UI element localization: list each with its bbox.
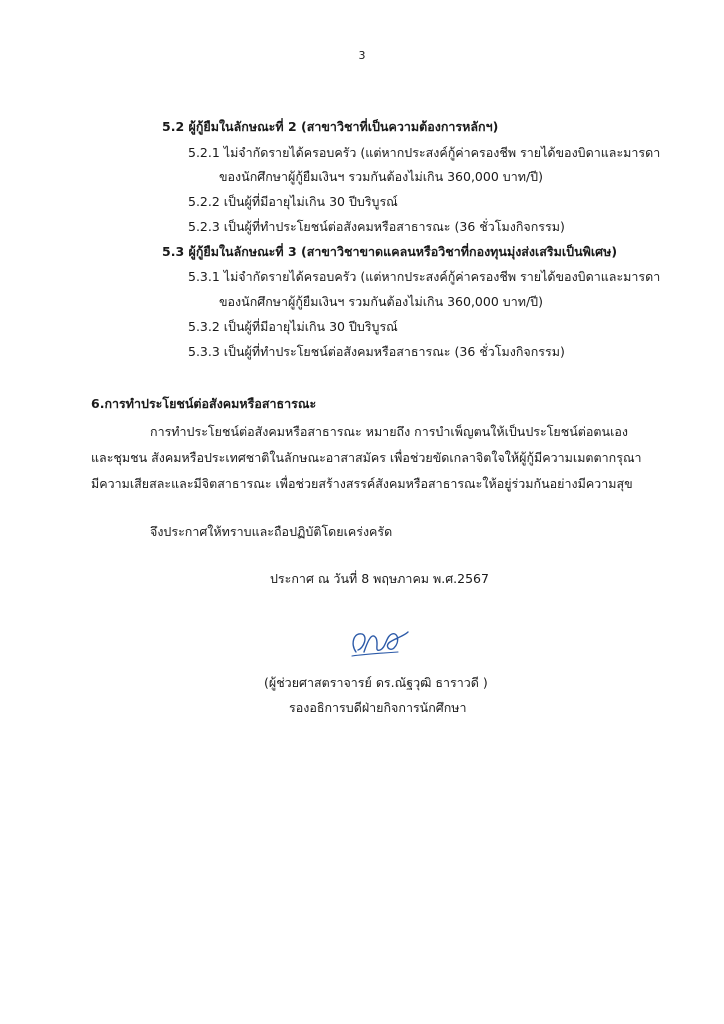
signatory-name: (ผู้ช่วยศาสตราจารย์ ดร.ณัฐวุฒิ ธาราวดี ) (264, 675, 488, 690)
item-5-3-2: 5.3.2 เป็นผู้ที่มีอายุไม่เกิน 30 ปีบริบูรณ์ (188, 319, 398, 334)
section-5-2-heading: 5.2 ผู้กู้ยืมในลักษณะที่ 2 (สาขาวิชาที่เป็นความต้องการหลักฯ) (162, 119, 499, 134)
announcement-date: ประกาศ ณ วันที่ 8 พฤษภาคม พ.ศ.2567 (270, 571, 489, 586)
page-number: 3 (358, 49, 366, 62)
item-5-3-1-line-1: 5.3.1 ไม่จำกัดรายได้ครอบครัว (แต่หากประสงค์กู้ค่าครองชีพ รายได้ของบิดาและมารดา (188, 269, 661, 284)
signatory-title: รองอธิการบดีฝ่ายกิจการนักศึกษา (289, 700, 467, 715)
section-6-para-line-1: การทำประโยชน์ต่อสังคมหรือสาธารณะ หมายถึง การบำเพ็ญตนให้เป็นประโยชน์ต่อตนเอง (150, 424, 628, 439)
announcement-text: จึงประกาศให้ทราบและถือปฏิบัติโดยเคร่งครัด (150, 524, 393, 539)
section-5-3-heading: 5.3 ผู้กู้ยืมในลักษณะที่ 3 (สาขาวิชาขาดแคลนหรือวิชาที่กองทุนมุ่งส่งเสริมเป็นพิเศษ) (162, 244, 618, 259)
section-6-heading: 6.การทำประโยชน์ต่อสังคมหรือสาธารณะ (91, 396, 317, 411)
item-5-2-2: 5.2.2 เป็นผู้ที่มีอายุไม่เกิน 30 ปีบริบูรณ์ (188, 194, 398, 209)
item-5-2-1-line-1: 5.2.1 ไม่จำกัดรายได้ครอบครัว (แต่หากประสงค์กู้ค่าครองชีพ รายได้ของบิดาและมารดา (188, 145, 661, 160)
item-5-3-3: 5.3.3 เป็นผู้ที่ทำประโยชน์ต่อสังคมหรือสาธารณะ (36 ชั่วโมงกิจกรรม) (188, 344, 565, 359)
item-5-3-1-line-2: ของนักศึกษาผู้กู้ยืมเงินฯ รวมกันต้องไม่เกิน 360,000 บาท/ปี) (219, 294, 543, 309)
section-6-para-line-2: และชุมชน สังคมหรือประเทศชาติในลักษณะอาสาสมัคร เพื่อช่วยขัดเกลาจิตใจให้ผู้กู้มีความเมตตากรุณา (91, 450, 642, 465)
item-5-2-3: 5.2.3 เป็นผู้ที่ทำประโยชน์ต่อสังคมหรือสาธารณะ (36 ชั่วโมงกิจกรรม) (188, 219, 565, 234)
section-6-para-line-3: มีความเสียสละและมีจิตสาธารณะ เพื่อช่วยสร้างสรรค์สังคมหรือสาธารณะให้อยู่ร่วมกันอย่างมีความสุข (91, 476, 633, 491)
item-5-2-1-line-2: ของนักศึกษาผู้กู้ยืมเงินฯ รวมกันต้องไม่เกิน 360,000 บาท/ปี) (219, 169, 543, 184)
signature-image (346, 622, 412, 662)
